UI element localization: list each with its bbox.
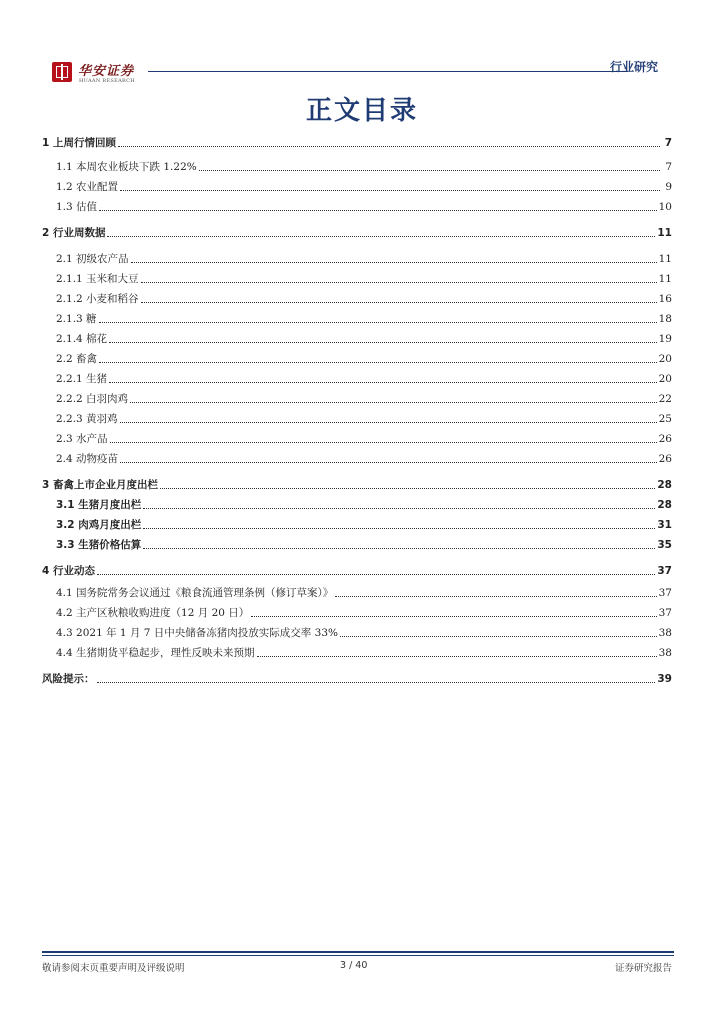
logo-text-cn: 华安证券	[78, 64, 135, 79]
footer-rule-thick	[42, 951, 674, 953]
toc-entry-title: 2.2.2 白羽肉鸡	[56, 393, 129, 405]
header-category: 行业研究	[609, 60, 658, 74]
toc-dot-leader	[160, 487, 655, 489]
toc-entry-page: 11	[658, 273, 672, 285]
toc-entry-page: 11	[658, 253, 672, 265]
toc-dot-leader	[131, 261, 657, 263]
header-rule	[148, 71, 628, 72]
footer-report-type: 证券研究报告	[614, 963, 672, 974]
logo-text-en: HUAAN RESEARCH	[79, 78, 135, 84]
toc-entry-title: 2.1.3 糖	[56, 313, 97, 325]
toc-entry-page: 38	[658, 647, 672, 659]
toc-dot-leader	[109, 381, 657, 383]
toc-entry-title: 2 行业周数据	[42, 227, 106, 239]
toc-entry-title: 2.1.4 棉花	[56, 333, 108, 345]
toc-dot-leader	[118, 145, 660, 147]
toc-dot-leader	[109, 341, 657, 343]
toc-entry-page: 26	[658, 433, 672, 445]
toc-entry-title: 3.3 生猪价格估算	[56, 539, 142, 551]
toc-entry-page: 39	[657, 673, 672, 685]
toc-entry-page: 22	[658, 393, 672, 405]
toc-dot-leader	[143, 527, 655, 529]
toc-entry-page: 18	[658, 313, 672, 325]
toc-entry[interactable]	[42, 450, 672, 466]
toc-entry-page: 25	[658, 413, 672, 425]
page-header	[52, 58, 672, 92]
toc-dot-leader	[340, 635, 657, 637]
toc-entry-page: 38	[658, 627, 672, 639]
toc-entry-page: 10	[658, 201, 672, 213]
toc-entry[interactable]	[42, 496, 672, 512]
toc-entry-page: 11	[657, 227, 672, 239]
toc-dot-leader	[251, 615, 656, 617]
toc-dot-leader	[110, 441, 657, 443]
toc-entry-title: 4.1 国务院常务会议通过《粮食流通管理条例（修订草案）》	[56, 587, 334, 599]
toc-entry-page: 28	[657, 479, 672, 491]
toc-entry[interactable]	[42, 644, 672, 660]
toc-entry[interactable]	[42, 290, 672, 306]
toc-entry[interactable]	[42, 604, 672, 620]
toc-entry-title: 2.2 畜禽	[56, 353, 98, 365]
toc-entry-title: 4.2 主产区秋粮收购进度（12 月 20 日）	[56, 607, 250, 619]
toc-entry-title: 2.1.1 玉米和大豆	[56, 273, 139, 285]
page-title: 正文目录	[305, 96, 418, 126]
footer-rule-thin	[42, 955, 674, 956]
toc-entry-title: 2.2.1 生猪	[56, 373, 108, 385]
footer-disclaimer: 敬请参阅末页重要声明及评级说明	[42, 963, 185, 974]
toc-entry-page: 20	[658, 353, 672, 365]
toc-dot-leader	[335, 595, 656, 597]
toc-entry[interactable]	[42, 370, 672, 386]
toc-entry-title: 2.1 初级农产品	[56, 253, 129, 265]
toc-entry[interactable]	[42, 198, 672, 214]
toc-entry-page: 7	[664, 137, 672, 149]
toc-dot-leader	[97, 573, 655, 575]
toc-dot-leader	[130, 401, 657, 403]
toc-entry-title: 1.2 农业配置	[56, 181, 119, 193]
toc-entry-title: 1.1 本周农业板块下跌 1.22%	[56, 161, 197, 173]
toc-entry[interactable]	[42, 250, 672, 266]
toc-entry-title: 2.2.3 黄羽鸡	[56, 413, 118, 425]
toc-entry-title: 3 畜禽上市企业月度出栏	[42, 479, 158, 491]
toc-dot-leader	[199, 169, 660, 171]
huaan-logo-icon	[52, 62, 72, 82]
toc-entry[interactable]	[42, 410, 672, 426]
toc-dot-leader	[141, 301, 657, 303]
toc-entry[interactable]	[42, 562, 672, 578]
toc-entry[interactable]	[42, 390, 672, 406]
toc-entry[interactable]	[42, 224, 672, 240]
toc-entry-page: 7	[665, 161, 672, 173]
toc-entry-page: 20	[658, 373, 672, 385]
toc-entry[interactable]	[42, 670, 672, 686]
toc-entry-page: 37	[658, 587, 672, 599]
toc-entry-page: 9	[665, 181, 672, 193]
toc-entry[interactable]	[42, 350, 672, 366]
toc-dot-leader	[120, 189, 660, 191]
toc-dot-leader	[99, 209, 657, 211]
toc-entry-page: 19	[658, 333, 672, 345]
toc-entry[interactable]	[42, 624, 672, 640]
toc-entry[interactable]	[42, 516, 672, 532]
toc-entry-title: 2.1.2 小麦和稻谷	[56, 293, 139, 305]
toc-entry-page: 35	[657, 539, 672, 551]
toc-entry[interactable]	[42, 158, 672, 174]
toc-entry-page: 37	[657, 565, 672, 577]
toc-dot-leader	[143, 547, 655, 549]
toc-dot-leader	[257, 655, 657, 657]
toc-dot-leader	[99, 361, 657, 363]
toc-entry-title: 2.4 动物疫苗	[56, 453, 119, 465]
toc-entry-title: 4.3 2021 年 1 月 7 日中央储备冻猪肉投放实际成交率 33%	[56, 627, 338, 639]
toc-entry[interactable]	[42, 178, 672, 194]
toc-entry[interactable]	[42, 134, 672, 150]
toc-entry[interactable]	[42, 430, 672, 446]
toc-entry[interactable]	[42, 270, 672, 286]
toc-entry-page: 37	[658, 607, 672, 619]
toc-entry-title: 2.3 水产品	[56, 433, 108, 445]
toc-dot-leader	[141, 281, 657, 283]
toc-dot-leader	[120, 461, 657, 463]
toc-dot-leader	[143, 507, 655, 509]
toc-entry-page: 31	[657, 519, 672, 531]
toc-entry-title: 3.2 肉鸡月度出栏	[56, 519, 142, 531]
toc-entry[interactable]	[42, 536, 672, 552]
toc-entry-title: 4.4 生猪期货平稳起步，理性反映未来预期	[56, 647, 255, 659]
toc-entry[interactable]	[42, 330, 672, 346]
toc-dot-leader	[120, 421, 657, 423]
toc-entry-page: 16	[658, 293, 672, 305]
toc-entry-title: 1.3 估值	[56, 201, 98, 213]
footer-page-number: 3 / 40	[340, 960, 368, 971]
toc-entry-page: 28	[657, 499, 672, 511]
toc-dot-leader	[99, 321, 657, 323]
toc-entry[interactable]	[42, 584, 672, 600]
toc-dot-leader	[107, 235, 655, 237]
toc-entry-title: 风险提示：	[42, 673, 95, 685]
toc-entry[interactable]	[42, 476, 672, 492]
toc-entry-title: 3.1 生猪月度出栏	[56, 499, 142, 511]
toc-dot-leader	[97, 681, 656, 683]
toc-entry-title: 1 上周行情回顾	[42, 137, 116, 149]
toc-entry-title: 4 行业动态	[42, 565, 95, 577]
toc-entry[interactable]	[42, 310, 672, 326]
toc-entry-page: 26	[658, 453, 672, 465]
